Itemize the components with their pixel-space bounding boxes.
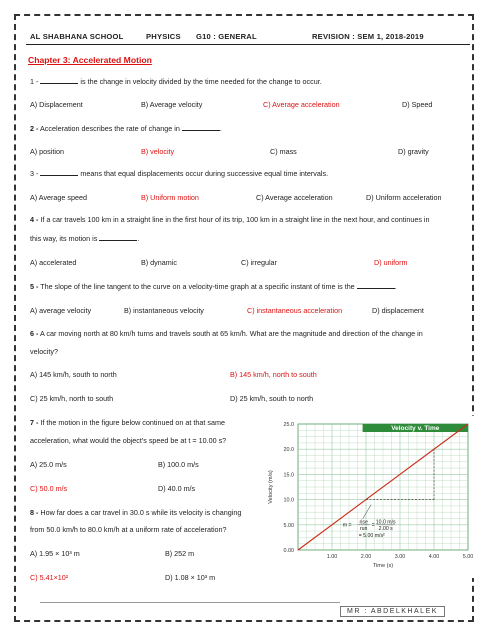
q1-option-d[interactable]: D) Speed	[402, 100, 433, 109]
q4-option-d[interactable]: D) uniform	[374, 258, 408, 267]
slope-rise-label: rise	[359, 519, 368, 526]
grade-label: G10 : GENERAL	[196, 32, 257, 41]
q6-option-d[interactable]: D) 25 km/h, south to north	[230, 394, 314, 403]
q4-option-a[interactable]: A) accelerated	[30, 258, 77, 267]
chart-title: Velocity v. Time	[391, 425, 440, 432]
q8-option-a[interactable]: A) 1.95 × 10³ m	[30, 549, 80, 558]
q5-option-a[interactable]: A) average velocity	[30, 306, 92, 315]
chapter-title: Chapter 3: Accelerated Motion	[28, 55, 152, 65]
q4-option-b[interactable]: B) dynamic	[141, 258, 177, 267]
q3-option-c[interactable]: C) Average acceleration	[256, 193, 333, 202]
slope-equals-label: =	[371, 522, 375, 529]
answer-blank	[357, 282, 395, 289]
q8-option-d[interactable]: D) 1.08 × 10³ m	[165, 573, 216, 582]
q3-option-b[interactable]: B) Uniform motion	[141, 193, 199, 202]
x-axis-label: Time (s)	[372, 563, 394, 569]
x-tick-label: 5.00	[462, 554, 474, 560]
question-8-line-2: from 50.0 km/h to 80.0 km/h at a uniform rate of acceleration?	[30, 525, 227, 534]
question-3: 3 - means that equal displacements occur during successive equal time intervals.	[30, 169, 329, 178]
y-tick-label: 15.0	[283, 472, 294, 479]
slope-run-label: run	[359, 525, 368, 532]
q2-option-b[interactable]: B) velocity	[141, 147, 175, 156]
q7-option-a[interactable]: A) 25.0 m/s	[30, 460, 67, 469]
velocity-time-chart	[262, 416, 474, 578]
slope-numerator: 10.0 m/s	[375, 519, 396, 526]
x-tick-label: 2.00	[360, 554, 372, 560]
question-2: 2 - Acceleration describes the rate of change in .	[30, 124, 222, 133]
question-6-line-1: 6 - A car moving north at 80 km/h turns and travels south at 65 km/h. What are the magnitude and direction of the change in	[30, 329, 423, 338]
y-tick-label: 5.00	[283, 522, 294, 529]
x-tick-label: 1.00	[326, 554, 338, 560]
answer-blank	[182, 124, 220, 131]
q2-option-a[interactable]: A) position	[30, 147, 64, 156]
y-axis-label: Velocity (m/s)	[268, 470, 274, 504]
q7-option-d[interactable]: D) 40.0 m/s	[158, 484, 196, 493]
q1-option-b[interactable]: B) Average velocity	[141, 100, 203, 109]
question-5: 5 - The slope of the line tangent to the curve on a velocity-time graph at a specific instant of time is the .	[30, 282, 397, 291]
question-7-line-1: 7 - If the motion in the figure below continued on at that same	[30, 418, 225, 427]
answer-blank	[99, 234, 137, 241]
y-tick-label: 25.0	[283, 422, 294, 428]
q1-option-c[interactable]: C) Average acceleration	[263, 100, 340, 109]
x-tick-label: 4.00	[428, 554, 440, 560]
q5-option-d[interactable]: D) displacement	[372, 306, 424, 315]
revision-label: REVISION : SEM 1, 2018-2019	[312, 32, 424, 41]
slope-m-label: m =	[342, 522, 352, 529]
question-7-line-2: acceleration, what would the object's speed be at t = 10.00 s?	[30, 436, 227, 445]
q7-option-c[interactable]: C) 50.0 m/s	[30, 484, 68, 493]
q3-option-d[interactable]: D) Uniform acceleration	[366, 193, 442, 202]
q2-option-c[interactable]: C) mass	[270, 147, 297, 156]
subject-name: PHYSICS	[146, 32, 181, 41]
q6-option-b[interactable]: B) 145 km/h, north to south	[230, 370, 317, 379]
q1-option-a[interactable]: A) Displacement	[30, 100, 83, 109]
question-4-line-1: 4 - If a car travels 100 km in a straight line in the first hour of its trip, 100 km in a straight line in the next hour, and continues in	[30, 215, 430, 224]
q7-option-b[interactable]: B) 100.0 m/s	[158, 460, 199, 469]
x-tick-label: 3.00	[394, 554, 406, 560]
q5-option-b[interactable]: B) instantaneous velocity	[124, 306, 204, 315]
q8-option-c[interactable]: C) 5.41×10²	[30, 573, 69, 582]
y-tick-label: 0.00	[283, 548, 294, 554]
q5-option-c[interactable]: C) instantaneous acceleration	[247, 306, 343, 315]
school-name: AL SHABHANA SCHOOL	[30, 32, 124, 41]
answer-blank	[40, 169, 78, 176]
answer-blank	[40, 77, 78, 84]
question-8-line-1: 8 - How far does a car travel in 30.0 s while its velocity is changing	[30, 508, 242, 517]
y-tick-label: 20.0	[283, 447, 294, 454]
q3-option-a[interactable]: A) Average speed	[30, 193, 88, 202]
q6-option-c[interactable]: C) 25 km/h, north to south	[30, 394, 114, 403]
q8-option-b[interactable]: B) 252 m	[165, 549, 195, 558]
teacher-signature: MR : ABDELKHALEK	[340, 606, 445, 617]
q2-option-d[interactable]: D) gravity	[398, 147, 429, 156]
footer-rule	[40, 602, 340, 603]
q6-option-a[interactable]: A) 145 km/h, south to north	[30, 370, 117, 379]
question-4-line-2: this way, its motion is .	[30, 234, 140, 243]
slope-denominator: 2.00 s	[378, 525, 393, 532]
question-1: 1 - is the change in velocity divided by the time needed for the change to occur.	[30, 77, 322, 86]
y-tick-label: 10.0	[283, 497, 294, 504]
question-6-line-2: velocity?	[30, 347, 58, 356]
slope-result: = 5.00 m/s²	[358, 532, 385, 539]
q4-option-c[interactable]: C) irregular	[241, 258, 277, 267]
header-rule	[26, 44, 470, 45]
